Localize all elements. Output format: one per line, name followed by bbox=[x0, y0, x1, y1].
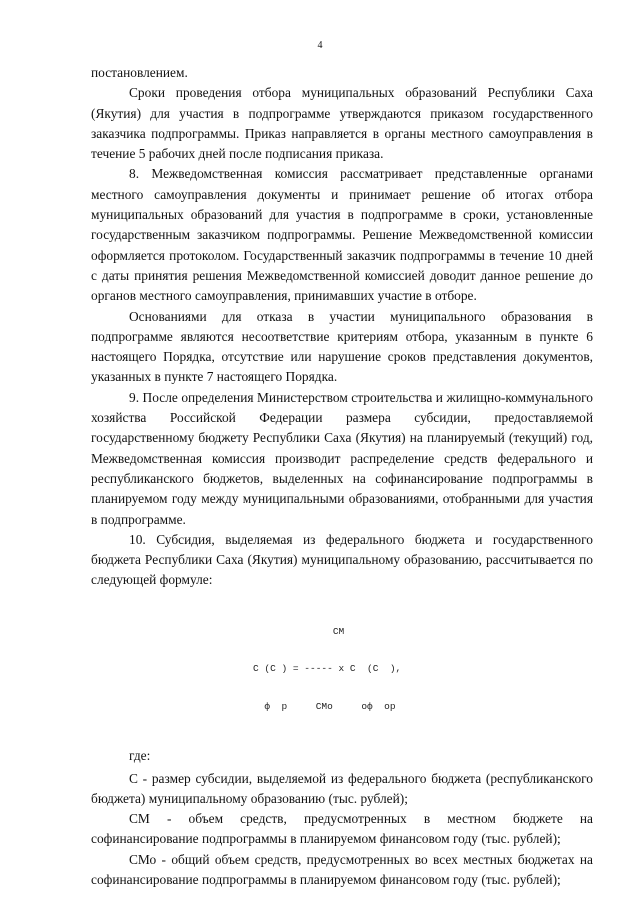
formula-numerator: СМ bbox=[253, 625, 345, 637]
paragraph-item-8: 8. Межведомственная комиссия рассматривает представленные органами местного самоуправления документы и принимает решение об итогах отбора муниципальных образований для участия в подпрограмме в сроки, установленные государственным заказчиком подпрограммы. Решение Межведомственной комиссии оформляется протоколом. Государственный заказчик подпрограммы в течение 10 дней с даты принятия решения Межведомственной комиссией доводит данное решение до органов местного самоуправления, принимавших участие в отборе. bbox=[91, 166, 593, 304]
subsidy-formula bbox=[91, 601, 593, 739]
paragraph-selection-terms: Сроки проведения отбора муниципальных образований Республики Саха (Якутия) для участия в подпрограмме утверждаются приказом государственного заказчика подпрограммы. Приказ направляется в органы местного самоуправления в течение 5 рабочих дней после подписания приказа. bbox=[91, 85, 593, 162]
paragraph-item-9: 9. После определения Министерством строительства и жилищно-коммунального хозяйства Российской Федерации размера субсидии, предоставляемой государственному бюджету Республики Саха (Якутия) на планируемый (текущий) год, Межведомственная комиссия производит распределение средств федерального и республиканского бюджетов, выделенных на софинансирование подпрограммы в планируемом году между муниципальными образованиями, отобранными для участия в подпрограмме. bbox=[91, 389, 593, 527]
formula-main-line: С (С ) = ----- х С (С ), bbox=[253, 663, 402, 675]
document-body bbox=[91, 63, 593, 890]
definition-cmo: СМо - общий объем средств, предусмотренных во всех местных бюджетах на софинансирование подпрограммы в планируемом финансовом году (тыс. рублей); bbox=[91, 851, 593, 887]
formula-subscripts: ф р СМо оф ор bbox=[253, 700, 396, 712]
definition-cm: СМ - объем средств, предусмотренных в местном бюджете на софинансирование подпрограммы в планируемом финансовом году (тыс. рублей); bbox=[91, 811, 593, 847]
paragraph-item-10: 10. Субсидия, выделяемая из федерального бюджета и государственного бюджета Республики Саха (Якутия) муниципальному образованию, рассчитывается по следующей формуле: bbox=[91, 531, 593, 588]
where-label: где: bbox=[129, 748, 151, 764]
definition-c: С - размер субсидии, выделяемой из федерального бюджета (республиканского бюджета) муниципальному образованию (тыс. рублей); bbox=[91, 770, 593, 806]
paragraph-refusal-grounds: Основаниями для отказа в участии муниципального образования в подпрограмме являются несоответствие критериям отбора, указанным в пункте 6 настоящего Порядка, отсутствие или нарушение сроков представления документов, указанных в пункте 7 настоящего Порядка. bbox=[91, 308, 593, 385]
page-number: 4 bbox=[317, 40, 323, 51]
paragraph-continuation: постановлением. bbox=[91, 65, 188, 80]
